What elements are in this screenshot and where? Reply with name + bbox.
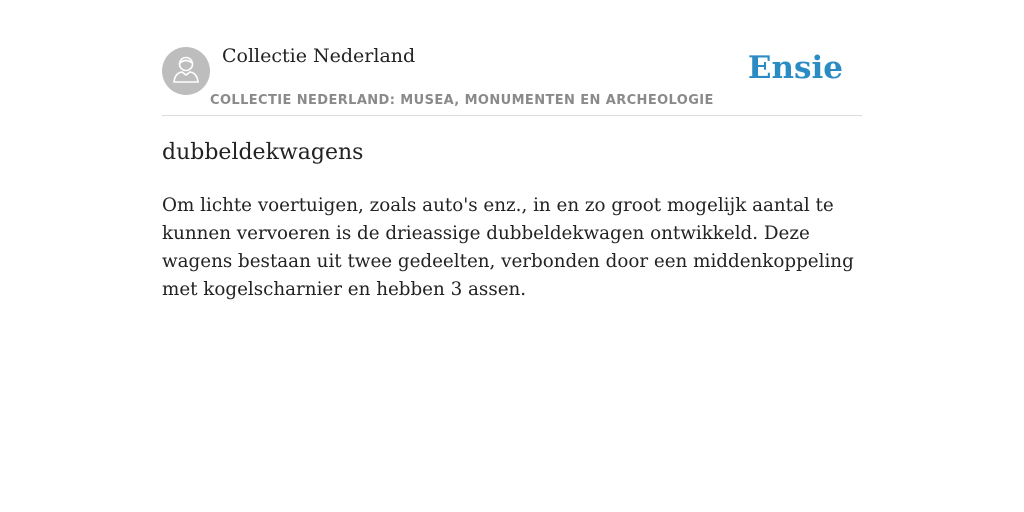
brand-logo[interactable]: Ensie	[747, 50, 843, 86]
author-name[interactable]: Collectie Nederland	[222, 45, 416, 67]
source-subtitle[interactable]: COLLECTIE NEDERLAND: MUSEA, MONUMENTEN EN ARCHEOLOGIE	[210, 93, 714, 108]
entry-header	[162, 0, 862, 116]
entry-card	[162, 0, 862, 300]
user-icon	[171, 54, 201, 89]
entry-body: Om lichte voertuigen, zoals auto's enz., in en zo groot mogelijk aantal te kunnen vervoeren is de drieassige dubbeldekwagen ontwikkeld. Deze wagens bestaan uit twee gedeelten, verbonden door een middenkoppeling met kogelscharnier en hebben 3 assen.	[162, 195, 854, 300]
entry-title: dubbeldekwagens	[162, 140, 364, 165]
avatar[interactable]	[162, 47, 210, 95]
